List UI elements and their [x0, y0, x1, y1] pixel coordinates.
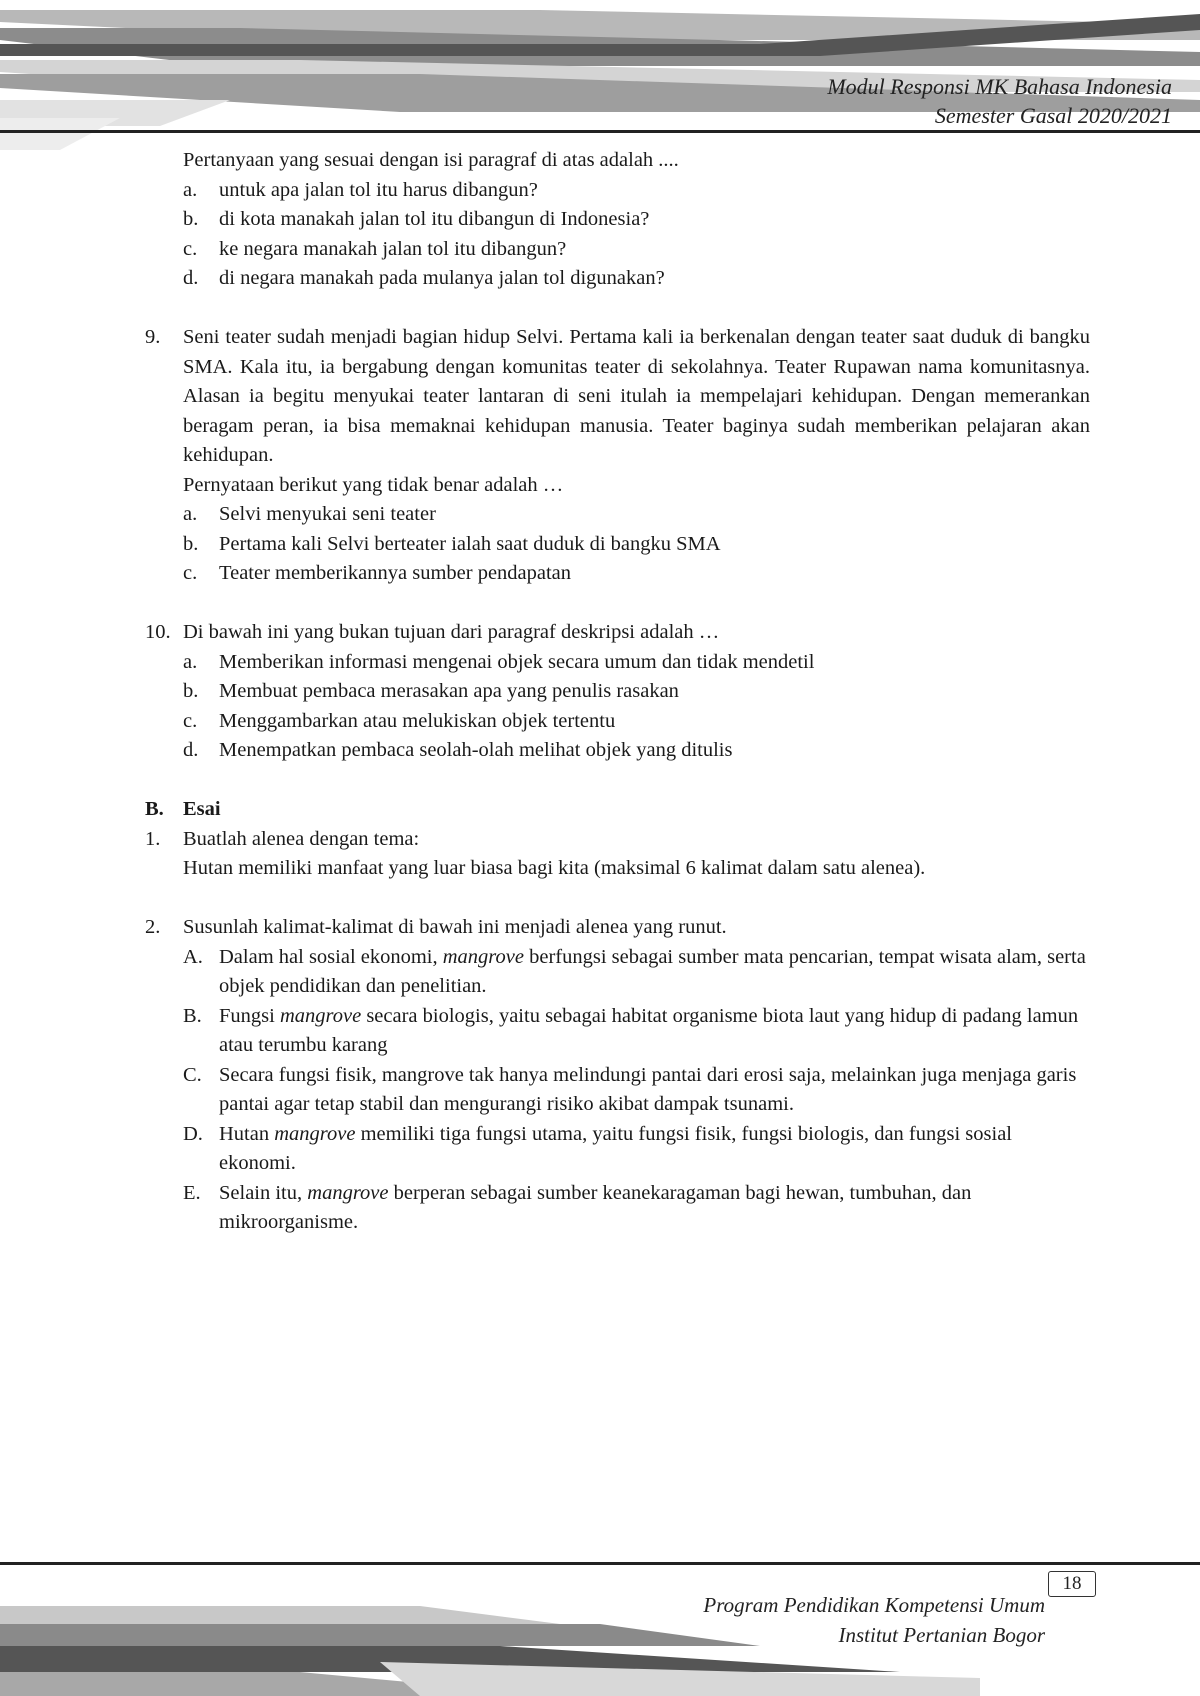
question-number: 10.	[145, 621, 171, 643]
essay-1-theme: Hutan memiliki manfaat yang luar biasa bagi kita (maksimal 6 kalimat dalam satu alenea).	[183, 857, 926, 879]
item-text-before: Selain itu,	[219, 1181, 308, 1204]
question-8-option-b	[183, 205, 1090, 235]
option-letter: d.	[183, 267, 199, 289]
essay-2-item-a	[183, 943, 1090, 1002]
item-text-after: berperan sebagai sumber keanekaragaman bagi hewan, tumbuhan, dan mikroorganisme.	[219, 1181, 972, 1233]
footer-institution	[703, 1590, 1045, 1650]
option-letter: c.	[183, 709, 198, 732]
essay-2-instruction: Susunlah kalimat-kalimat di bawah ini menjadi alenea yang runut.	[183, 916, 727, 938]
essay-1-instruction: Buatlah alenea dengan tema:	[183, 827, 420, 850]
item-text-before: Dalam hal sosial ekonomi,	[219, 945, 443, 968]
section-letter: B.	[145, 798, 164, 820]
item-text: Secara fungsi fisik, mangrove tak hanya melindungi pantai dari erosi saja, melainkan juga menjaga garis pantai agar tetap stabil dan mengurangi risiko akibat dampak tsunami.	[219, 1063, 1077, 1115]
essay-number: 2.	[145, 916, 161, 938]
header-semester: Semester Gasal 2020/2021	[934, 103, 1172, 128]
header-course: Modul Responsi MK Bahasa Indonesia	[827, 74, 1172, 99]
italic-term: mangrove	[307, 1181, 389, 1204]
question-10-stem: Di bawah ini yang bukan tujuan dari paragraf deskripsi adalah …	[183, 621, 720, 643]
option-text: Pertama kali Selvi berteater ialah saat duduk di bangku SMA	[219, 532, 721, 555]
essay-2-item-c	[183, 1061, 1090, 1120]
question-10-option-d	[183, 736, 1090, 766]
question-8	[145, 146, 1090, 294]
option-text: untuk apa jalan tol itu harus dibangun?	[219, 178, 538, 201]
question-8-option-a	[183, 176, 1090, 206]
essay-2-item-e	[183, 1179, 1090, 1238]
option-letter: b.	[183, 208, 199, 230]
item-text-after: berfungsi sebagai sumber mata pencarian, tempat wisata alam, serta objek pendidikan dan penelitian.	[219, 945, 1086, 997]
question-9-paragraph: Seni teater sudah menjadi bagian hidup Selvi. Pertama kali ia berkenalan dengan teater saat duduk di bangku SMA. Kala itu, ia bergabung dengan komunitas teater di sekolahnya. Teater Rupawan nama komunitasnya. Alasan ia begitu menyukai teater lantaran di seni itulah ia mempelajari kehidupan. Dengan memerankan beragam peran, ia bisa memaknai kehidupan manusia. Teater baginya sudah memberikan pelajaran akan kehidupan.	[183, 326, 1090, 466]
question-10	[145, 618, 1090, 766]
option-text: di negara manakah pada mulanya jalan tol digunakan?	[219, 267, 665, 289]
italic-term: mangrove	[274, 1122, 356, 1145]
italic-term: mangrove	[279, 1004, 362, 1027]
essay-1	[145, 825, 1090, 884]
option-letter: a.	[183, 650, 198, 673]
page-number: 18	[1048, 1571, 1096, 1597]
option-text: ke negara manakah jalan tol itu dibangun?	[219, 237, 567, 260]
item-letter: B.	[183, 1004, 202, 1027]
section-b-heading	[145, 795, 1090, 825]
question-9-option-c	[183, 559, 1090, 589]
option-letter: c.	[183, 562, 198, 584]
essay-2-item-d	[183, 1120, 1090, 1179]
essay-2	[145, 913, 1090, 1238]
item-text-after: memiliki tiga fungsi utama, yaitu fungsi fisik, fungsi biologis, dan fungsi sosial ekonomi.	[219, 1122, 1012, 1174]
item-text-after: secara biologis, yaitu sebagai habitat organisme biota laut yang hidup di padang lamun atau terumbu karang	[219, 1004, 1079, 1056]
option-text: Selvi menyukai seni teater	[219, 503, 436, 525]
question-8-option-d	[183, 264, 1090, 294]
option-text: Menempatkan pembaca seolah-olah melihat objek yang ditulis	[219, 739, 733, 761]
footer-university: Institut Pertanian Bogor	[838, 1623, 1045, 1647]
essay-2-item-b	[183, 1002, 1090, 1061]
option-text: Membuat pembaca merasakan apa yang penulis rasakan	[219, 680, 679, 702]
option-letter: b.	[183, 532, 199, 555]
question-8-stem: Pertanyaan yang sesuai dengan isi paragraf di atas adalah ....	[183, 149, 679, 171]
option-letter: a.	[183, 503, 198, 525]
item-letter: E.	[183, 1181, 201, 1204]
question-9-option-b	[183, 530, 1090, 560]
question-number: 9.	[145, 326, 161, 348]
item-letter: C.	[183, 1063, 202, 1086]
question-9-option-a	[183, 500, 1090, 530]
footer-program: Program Pendidikan Kompetensi Umum	[703, 1593, 1045, 1617]
item-letter: D.	[183, 1122, 203, 1145]
section-title: Esai	[183, 798, 221, 820]
question-9-stem: Pernyataan berikut yang tidak benar adalah …	[183, 473, 564, 496]
italic-term: mangrove	[442, 945, 524, 968]
item-text-before: Hutan	[219, 1122, 275, 1145]
question-10-option-b	[183, 677, 1090, 707]
option-text: Teater memberikannya sumber pendapatan	[219, 562, 572, 584]
question-9	[145, 323, 1090, 589]
option-text: Memberikan informasi mengenai objek secara umum dan tidak mendetil	[219, 650, 815, 673]
page-content	[145, 146, 1090, 1267]
question-8-option-c	[183, 235, 1090, 265]
item-letter: A.	[183, 945, 203, 968]
option-text: di kota manakah jalan tol itu dibangun di Indonesia?	[219, 208, 650, 230]
item-text-before: Fungsi	[219, 1004, 280, 1027]
option-letter: d.	[183, 739, 199, 761]
essay-number: 1.	[145, 827, 161, 850]
question-10-option-c	[183, 707, 1090, 737]
header-title	[827, 72, 1172, 130]
option-text: Menggambarkan atau melukiskan objek tertentu	[219, 709, 616, 732]
question-10-option-a	[183, 648, 1090, 678]
option-letter: b.	[183, 680, 199, 702]
option-letter: a.	[183, 178, 198, 201]
option-letter: c.	[183, 237, 198, 260]
